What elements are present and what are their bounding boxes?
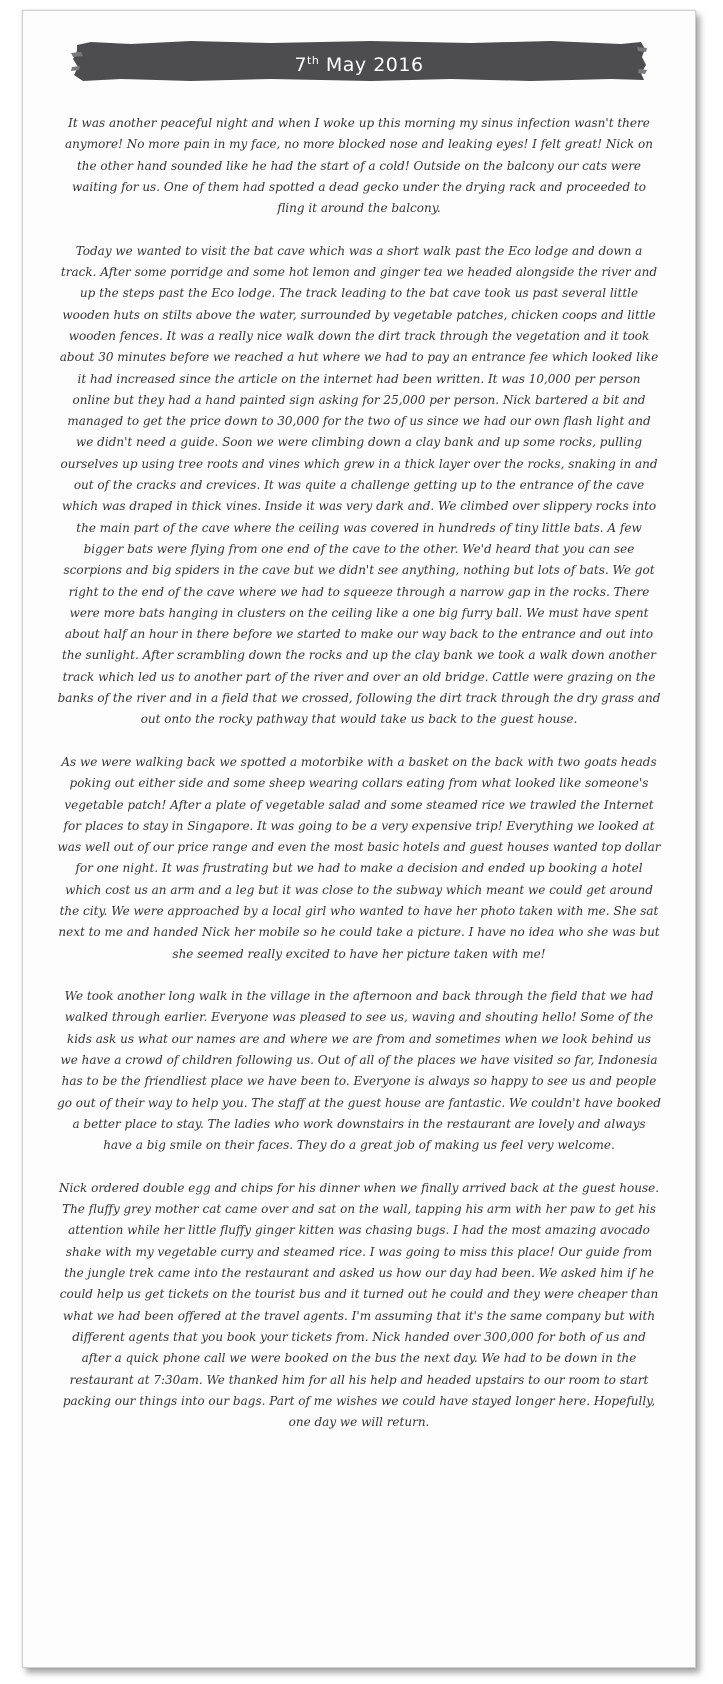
journal-body: [57, 113, 661, 1455]
date-day-suffix: th: [307, 54, 320, 67]
paragraph: Today we wanted to visit the bat cave which was a short walk past the Eco lodge and down a track. After some porridge and some hot lemon and ginger tea we headed alongside the river and up the steps past the Eco lodge. The track leading to the bat cave took us past several little wooden huts on stilts above the water, surrounded by vegetable patches, chicken coops and little wooden fences. It was a really nice walk down the dirt track through the vegetation and it took about 30 minutes before we reached a hut where we had to pay an entrance fee which looked like it had increased since the article on the internet had been written. It was 10,000 per person online but they had a hand painted sign asking for 25,000 per person. Nick bartered a bit and managed to get the price down to 30,000 for the two of us since we had our own flash light and we didn't need a guide. Soon we were climbing down a clay bank and up some rocks, pulling ourselves up using tree roots and vines which grew in a thick layer over the rocks, snaking in and out of the cracks and crevices. It was quite a challenge getting up to the entrance of the cave which was draped in thick vines. Inside it was very dark and. We climbed over slippery rocks into the main part of the cave where the ceiling was covered in hundreds of tiny little bats. A few bigger bats were flying from one end of the cave to the other. We'd heard that you can see scorpions and big spiders in the cave but we didn't see anything, nothing but lots of bats. We got right to the end of the cave where we had to squeeze through a narrow gap in the rocks. There were more bats hanging in clusters on the ceiling like a one big furry ball. We must have spent about half an hour in there before we started to make our way back to the entrance and out into the sunlight. After scrambling down the rocks and up the clay bank we took a walk down another track which led us to another part of the river and over an old bridge. Cattle were grazing on the banks of the river and in a field that we crossed, following the dirt track through the dry grass and out onto the rocky pathway that would take us back to the guest house.: [57, 243, 661, 727]
date-day: 7: [294, 54, 308, 76]
paragraph: It was another peaceful night and when I woke up this morning my sinus infection wasn't there anymore! No more pain in my face, no more blocked nose and leaking eyes! I felt great! Nick on the other hand sounded like he had the start of a cold! Outside on the balcony our cats were waiting for us. One of them had spotted a dead gecko under the drying rack and proceeded to fling it around the balcony.: [65, 116, 653, 216]
journal-page: [22, 10, 696, 1668]
paragraph: We took another long walk in the village in the afternoon and back through the field that we had walked through earlier. Everyone was pleased to see us, waving and shouting hello! Some of the kids ask us what our names are and where we are from and sometimes when we look behind us we have a crowd of children following us. Out of all of the places we have visited so far, Indonesia has to be the friendliest place we have been to. Everyone is always so happy to see us and people go out of their way to help you. The staff at the guest house are fantastic. We couldn't have booked a better place to stay. The ladies who work downstairs in the restaurant are lovely and always have a big smile on their faces. They do a great job of making us feel very welcome.: [57, 989, 661, 1153]
date-banner: [71, 39, 647, 83]
entry-date-title: [71, 39, 647, 83]
paragraph: As we were walking back we spotted a motorbike with a basket on the back with two goats heads poking out either side and some sheep wearing collars eating from what looked like someone's vegetable patch! After a plate of vegetable salad and some steamed rice we trawled the Internet for places to stay in Singapore. It was going to be a very expensive trip! Everything we looked at was well out of our price range and even the most basic hotels and guest houses wanted top dollar for one night. It was frustrating but we had to make a decision and ended up booking a hotel which cost us an arm and a leg but it was close to the subway which meant we could get around the city. We were approached by a local girl who wanted to have her photo taken with me. She sat next to me and handed Nick her mobile so he could take a picture. I have no idea who she was but she seemed really excited to have her picture taken with me!: [57, 754, 661, 961]
date-month-year: May 2016: [325, 54, 424, 76]
paragraph: Nick ordered double egg and chips for his dinner when we finally arrived back at the guest house. The fluffy grey mother cat came over and sat on the wall, tapping his arm with her paw to get his attention while her little fluffy ginger kitten was chasing bugs. I had the most amazing avocado shake with my vegetable curry and steamed rice. I was going to miss this place! Our guide from the jungle trek came into the restaurant and asked us how our day had been. We asked him if he could help us get tickets on the tourist bus and it turned out he could and they were cheaper than what we had been offered at the travel agents. I'm assuming that it's the same company but with different agents that you book your tickets from. Nick handed over 300,000 for both of us and after a quick phone call we were booked on the bus the next day. We had to be down in the restaurant at 7:30am. We thanked him for all his help and headed upstairs to our room to start packing our things into our bags. Part of me wishes we could have stayed longer here. Hopefully, one day we will return.: [58, 1180, 660, 1430]
